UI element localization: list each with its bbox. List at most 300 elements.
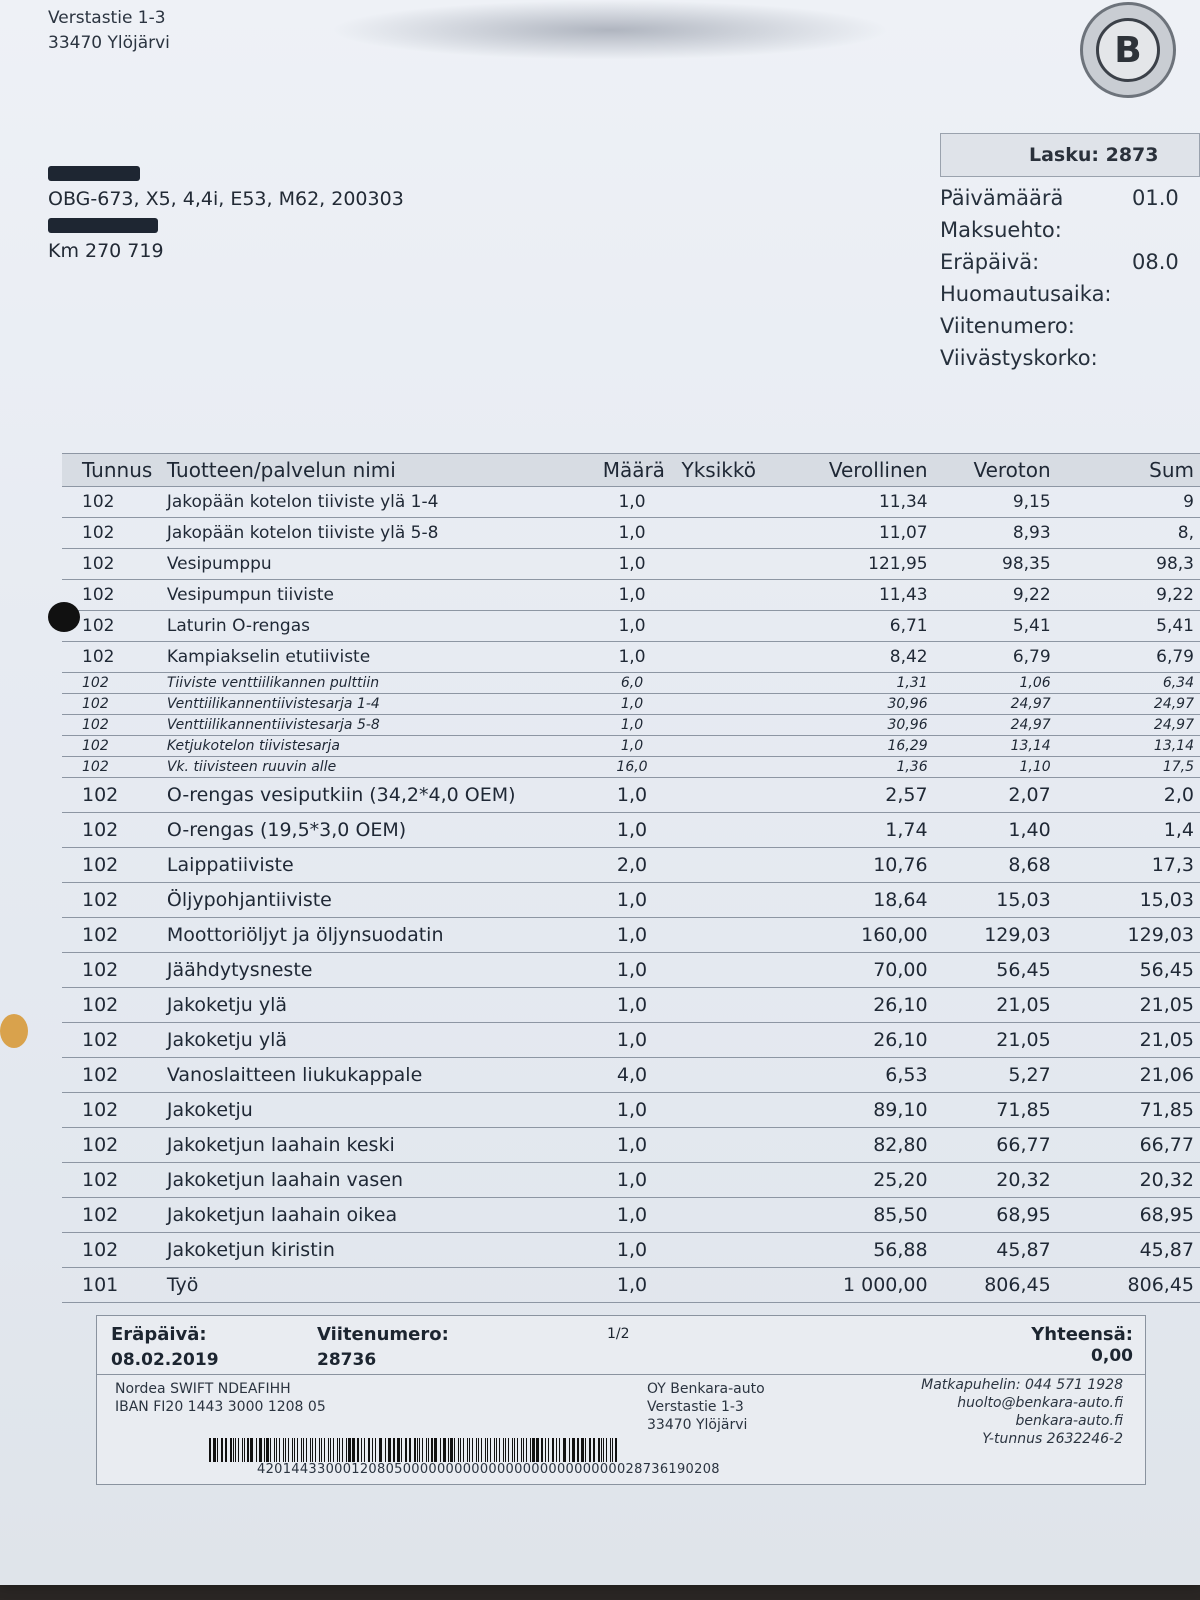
row-name: Työ (161, 1268, 597, 1303)
row-unit (667, 715, 770, 736)
row-sum: 98,3 (1057, 549, 1200, 580)
barcode-bar (454, 1438, 455, 1462)
invoice-number: Lasku: 2873 (1029, 144, 1159, 166)
barcode-number: 420144330001208050000000000000000000000000028736190208 (257, 1462, 720, 1477)
row-net: 56,45 (934, 953, 1057, 988)
table-row (62, 1198, 1200, 1233)
barcode-bar (294, 1438, 295, 1462)
table-row (62, 1058, 1200, 1093)
row-gross: 82,80 (770, 1128, 933, 1163)
barcode-bar (217, 1438, 218, 1462)
company-email: huolto@benkara-auto.fi (957, 1395, 1123, 1411)
barcode-bar (283, 1438, 284, 1462)
meta-label: Viivästyskorko: (940, 346, 1098, 370)
barcode-bar (440, 1438, 441, 1462)
footer-due-date: 08.02.2019 (111, 1350, 219, 1370)
barcode-bar (274, 1438, 275, 1462)
row-unit (667, 673, 770, 694)
row-quantity: 1,0 (597, 736, 668, 757)
table-row (62, 642, 1200, 673)
barcode-bar (536, 1438, 539, 1462)
row-quantity: 1,0 (597, 778, 668, 813)
row-gross: 26,10 (770, 988, 933, 1023)
row-net: 8,68 (934, 848, 1057, 883)
barcode-bar (357, 1438, 359, 1462)
meta-label: Viitenumero: (940, 314, 1075, 338)
row-sum: 806,45 (1057, 1268, 1200, 1303)
barcode-bar (233, 1438, 234, 1462)
row-name: Moottoriöljyt ja öljynsuodatin (161, 918, 597, 953)
row-gross: 1,74 (770, 813, 933, 848)
header-sum: Sum (1057, 454, 1200, 487)
row-unit (667, 1093, 770, 1128)
row-gross: 160,00 (770, 918, 933, 953)
row-sum: 17,3 (1057, 848, 1200, 883)
row-unit (667, 1023, 770, 1058)
row-quantity: 6,0 (597, 673, 668, 694)
meta-label: Päivämäärä (940, 186, 1064, 210)
barcode-bar (458, 1438, 459, 1462)
row-name: Jakoketjun laahain oikea (161, 1198, 597, 1233)
barcode-bar (333, 1438, 334, 1462)
row-quantity: 1,0 (597, 715, 668, 736)
row-sum: 21,06 (1057, 1058, 1200, 1093)
table-row (62, 694, 1200, 715)
row-name: Venttiilikannentiivistesarja 5-8 (161, 715, 597, 736)
row-net: 1,06 (934, 673, 1057, 694)
row-net: 5,41 (934, 611, 1057, 642)
row-code: 101 (62, 1268, 161, 1303)
row-quantity: 1,0 (597, 642, 668, 673)
barcode-bar (256, 1438, 257, 1462)
row-code: 102 (62, 736, 161, 757)
row-net: 1,40 (934, 813, 1057, 848)
meta-label: Huomautusaika: (940, 282, 1112, 306)
row-quantity: 1,0 (597, 1023, 668, 1058)
meta-row (940, 246, 1200, 278)
row-sum: 71,85 (1057, 1093, 1200, 1128)
table-row (62, 518, 1200, 549)
footer-ref-value: 28736 (317, 1350, 377, 1370)
barcode-bar (401, 1438, 402, 1462)
row-code: 102 (62, 642, 161, 673)
barcode-bar (315, 1438, 316, 1462)
row-net: 98,35 (934, 549, 1057, 580)
barcode-bar (388, 1438, 391, 1462)
barcode-bar (279, 1438, 280, 1462)
row-name: Vanoslaitteen liukukappale (161, 1058, 597, 1093)
meta-label: Eräpäivä: (940, 250, 1040, 274)
row-sum: 13,14 (1057, 736, 1200, 757)
row-unit (667, 1233, 770, 1268)
header-gross: Verollinen (770, 454, 933, 487)
barcode-bar (443, 1438, 446, 1462)
row-code: 102 (62, 918, 161, 953)
row-unit (667, 1198, 770, 1233)
meta-row (940, 182, 1200, 214)
barcode-bar (346, 1438, 347, 1462)
row-quantity: 1,0 (597, 988, 668, 1023)
row-name: Jakoketjun laahain keski (161, 1128, 597, 1163)
row-name: O-rengas (19,5*3,0 OEM) (161, 813, 597, 848)
row-code: 102 (62, 673, 161, 694)
row-unit (667, 736, 770, 757)
barcode-bar (496, 1438, 497, 1462)
barcode-bar (337, 1438, 338, 1462)
row-net: 9,15 (934, 487, 1057, 518)
row-net: 5,27 (934, 1058, 1057, 1093)
meta-value: 08.0 (1132, 250, 1179, 274)
table-row (62, 757, 1200, 778)
header-name: Tuotteen/palvelun nimi (161, 454, 597, 487)
row-quantity: 1,0 (597, 518, 668, 549)
table-row (62, 848, 1200, 883)
barcode-bar (545, 1438, 546, 1462)
table-row (62, 988, 1200, 1023)
row-net: 68,95 (934, 1198, 1057, 1233)
barcode-bar (397, 1438, 400, 1462)
barcode-bar (414, 1438, 416, 1462)
row-net: 24,97 (934, 715, 1057, 736)
barcode-bar (225, 1438, 227, 1462)
row-name: Vesipumpun tiiviste (161, 580, 597, 611)
barcode-bar (393, 1438, 395, 1462)
redaction-mark (48, 218, 158, 233)
row-net: 8,93 (934, 518, 1057, 549)
row-sum: 20,32 (1057, 1163, 1200, 1198)
row-unit (667, 1058, 770, 1093)
row-name: Jakoketju (161, 1093, 597, 1128)
barcode-bar (330, 1438, 331, 1462)
row-name: Öljypohjantiiviste (161, 883, 597, 918)
table-row (62, 673, 1200, 694)
row-gross: 16,29 (770, 736, 933, 757)
barcode-bar (448, 1438, 449, 1462)
row-net: 21,05 (934, 1023, 1057, 1058)
row-sum: 68,95 (1057, 1198, 1200, 1233)
vendor-address (48, 6, 170, 56)
row-sum: 24,97 (1057, 694, 1200, 715)
row-quantity: 1,0 (597, 883, 668, 918)
barcode-bar (259, 1438, 262, 1462)
barcode-bar (417, 1438, 418, 1462)
barcode-bar (431, 1438, 433, 1462)
header-unit: Yksikkö (667, 454, 770, 487)
barcode-bar (209, 1438, 211, 1462)
invoice-meta (940, 182, 1200, 374)
row-name: Vesipumppu (161, 549, 597, 580)
barcode-bar (601, 1438, 602, 1462)
punch-hole (0, 1014, 28, 1048)
row-quantity: 1,0 (597, 580, 668, 611)
row-gross: 10,76 (770, 848, 933, 883)
meta-value: 01.0 (1132, 186, 1179, 210)
barcode-bar (487, 1438, 488, 1462)
row-code: 102 (62, 778, 161, 813)
barcode-bar (352, 1438, 355, 1462)
row-code: 102 (62, 1233, 161, 1268)
row-quantity: 1,0 (597, 611, 668, 642)
barcode-bar (385, 1438, 386, 1462)
row-code: 102 (62, 813, 161, 848)
barcode-bar (450, 1438, 453, 1462)
invoice-number-box (940, 133, 1200, 177)
company-address (647, 1380, 765, 1434)
row-code: 102 (62, 1093, 161, 1128)
row-sum: 56,45 (1057, 953, 1200, 988)
row-quantity: 1,0 (597, 953, 668, 988)
barcode-bar (523, 1438, 524, 1462)
row-unit (667, 1163, 770, 1198)
table-row (62, 1233, 1200, 1268)
barcode-bar (342, 1438, 343, 1462)
table-row (62, 778, 1200, 813)
meta-row (940, 310, 1200, 342)
row-code: 102 (62, 580, 161, 611)
company-logo (1080, 2, 1176, 98)
barcode-bar (505, 1438, 506, 1462)
table-row (62, 611, 1200, 642)
barcode-bar (494, 1438, 495, 1462)
barcode-bar (270, 1438, 271, 1462)
row-gross: 6,71 (770, 611, 933, 642)
barcode-bar (348, 1438, 351, 1462)
meta-row (940, 342, 1200, 374)
row-gross: 18,64 (770, 883, 933, 918)
barcode-bar (310, 1438, 311, 1462)
row-sum: 15,03 (1057, 883, 1200, 918)
barcode-bar (517, 1438, 518, 1462)
barcode-bar (238, 1438, 239, 1462)
row-unit (667, 487, 770, 518)
barcode-bar (530, 1438, 531, 1462)
table-row (62, 549, 1200, 580)
row-name: Jäähdytysneste (161, 953, 597, 988)
barcode-bar (230, 1438, 232, 1462)
row-sum: 9,22 (1057, 580, 1200, 611)
barcode-bar (569, 1438, 570, 1462)
row-quantity: 1,0 (597, 1198, 668, 1233)
vendor-street: Verstastie 1-3 (48, 8, 166, 28)
barcode-bar (319, 1438, 320, 1462)
row-gross: 1 000,00 (770, 1268, 933, 1303)
company-street: Verstastie 1-3 (647, 1399, 744, 1415)
barcode-bar (409, 1438, 411, 1462)
row-gross: 11,34 (770, 487, 933, 518)
barcode-bar (242, 1438, 243, 1462)
barcode-bar (379, 1438, 382, 1462)
company-name: OY Benkara-auto (647, 1381, 765, 1397)
row-net: 66,77 (934, 1128, 1057, 1163)
row-sum: 45,87 (1057, 1233, 1200, 1268)
row-quantity: 1,0 (597, 1128, 668, 1163)
barcode-bar (301, 1438, 302, 1462)
row-gross: 56,88 (770, 1233, 933, 1268)
table-row (62, 953, 1200, 988)
barcode-bar (589, 1438, 591, 1462)
row-code: 102 (62, 883, 161, 918)
barcode-bar (324, 1438, 325, 1462)
barcode-bar (541, 1438, 543, 1462)
barcode-bar (469, 1438, 470, 1462)
payment-footer (96, 1315, 1146, 1485)
barcode-bar (266, 1438, 269, 1462)
row-name: Kampiakselin etutiiviste (161, 642, 597, 673)
barcode-bar (297, 1438, 298, 1462)
row-unit (667, 883, 770, 918)
row-unit (667, 580, 770, 611)
row-sum: 21,05 (1057, 988, 1200, 1023)
row-sum: 21,05 (1057, 1023, 1200, 1058)
row-gross: 30,96 (770, 694, 933, 715)
barcode-bar (612, 1438, 613, 1462)
table-row (62, 487, 1200, 518)
mileage: Km 270 719 (48, 240, 164, 262)
row-gross: 11,07 (770, 518, 933, 549)
table-header-row (62, 454, 1200, 487)
company-phone: Matkapuhelin: 044 571 1928 (921, 1377, 1123, 1393)
meta-label: Maksuehto: (940, 218, 1062, 242)
barcode-bar (585, 1438, 586, 1462)
barcode-bar (288, 1438, 289, 1462)
row-code: 102 (62, 848, 161, 883)
barcode-bar (521, 1438, 522, 1462)
barcode-bar (490, 1438, 491, 1462)
row-sum: 6,34 (1057, 673, 1200, 694)
row-name: Jakoketju ylä (161, 988, 597, 1023)
row-net: 21,05 (934, 988, 1057, 1023)
barcode-bar (563, 1438, 566, 1462)
row-name: Jakoketjun kiristin (161, 1233, 597, 1268)
row-sum: 8, (1057, 518, 1200, 549)
vehicle-info: OBG-673, X5, 4,4i, E53, M62, 200303 (48, 188, 404, 210)
row-gross: 85,50 (770, 1198, 933, 1233)
company-website: benkara-auto.fi (1015, 1413, 1123, 1429)
barcode-bar (610, 1438, 611, 1462)
table-row (62, 715, 1200, 736)
meta-row (940, 214, 1200, 246)
barcode-bar (276, 1438, 277, 1462)
barcode-bar (463, 1438, 464, 1462)
redaction-mark (48, 166, 140, 181)
row-code: 102 (62, 988, 161, 1023)
row-sum: 17,5 (1057, 757, 1200, 778)
customer-block (48, 160, 404, 264)
row-unit (667, 1128, 770, 1163)
row-unit (667, 549, 770, 580)
footer-divider (97, 1374, 1145, 1375)
row-quantity: 1,0 (597, 549, 668, 580)
barcode-bar (221, 1438, 223, 1462)
row-sum: 66,77 (1057, 1128, 1200, 1163)
table-row (62, 1268, 1200, 1303)
footer-ref-label: Viitenumero: (317, 1324, 449, 1345)
barcode-bar (460, 1438, 461, 1462)
row-code: 102 (62, 487, 161, 518)
row-unit (667, 953, 770, 988)
row-quantity: 1,0 (597, 1268, 668, 1303)
row-unit (667, 918, 770, 953)
barcode-bar (485, 1438, 486, 1462)
row-unit (667, 988, 770, 1023)
row-net: 45,87 (934, 1233, 1057, 1268)
table-row (62, 918, 1200, 953)
row-quantity: 1,0 (597, 1163, 668, 1198)
barcode-bar (472, 1438, 473, 1462)
table-row (62, 883, 1200, 918)
payment-barcode (209, 1438, 799, 1462)
barcode-bar (434, 1438, 437, 1462)
row-name: Jakopään kotelon tiiviste ylä 5-8 (161, 518, 597, 549)
barcode-bar (321, 1438, 322, 1462)
row-gross: 8,42 (770, 642, 933, 673)
barcode-bar (422, 1438, 423, 1462)
row-name: Ketjukotelon tiivistesarja (161, 736, 597, 757)
barcode-bar (467, 1438, 468, 1462)
barcode-bar (508, 1438, 509, 1462)
barcode-bar (375, 1438, 376, 1462)
barcode-bar (364, 1438, 365, 1462)
meta-row (940, 278, 1200, 310)
barcode-bar (339, 1438, 340, 1462)
total-label: Yhteensä: (1031, 1324, 1133, 1345)
row-sum: 6,79 (1057, 642, 1200, 673)
bank-details (115, 1380, 326, 1416)
barcode-bar (292, 1438, 293, 1462)
barcode-bar (405, 1438, 407, 1462)
row-name: Jakoketju ylä (161, 1023, 597, 1058)
row-net: 6,79 (934, 642, 1057, 673)
barcode-bar (476, 1438, 477, 1462)
barcode-bar (478, 1438, 479, 1462)
barcode-bar (312, 1438, 313, 1462)
row-sum: 24,97 (1057, 715, 1200, 736)
row-code: 102 (62, 1128, 161, 1163)
header-quantity: Määrä (597, 454, 668, 487)
row-unit (667, 694, 770, 715)
barcode-bar (559, 1438, 560, 1462)
row-gross: 6,53 (770, 1058, 933, 1093)
row-quantity: 16,0 (597, 757, 668, 778)
barcode-bar (213, 1438, 216, 1462)
row-gross: 25,20 (770, 1163, 933, 1198)
barcode-bar (499, 1438, 500, 1462)
table-row (62, 736, 1200, 757)
row-sum: 2,0 (1057, 778, 1200, 813)
row-gross: 30,96 (770, 715, 933, 736)
row-quantity: 2,0 (597, 848, 668, 883)
barcode-bar (328, 1438, 329, 1462)
row-code: 102 (62, 694, 161, 715)
row-gross: 1,31 (770, 673, 933, 694)
row-sum: 9 (1057, 487, 1200, 518)
header-code: Tunnus (62, 454, 161, 487)
row-code: 102 (62, 611, 161, 642)
row-code: 102 (62, 1163, 161, 1198)
bank-swift: Nordea SWIFT NDEAFIHH (115, 1381, 291, 1397)
row-quantity: 1,0 (597, 694, 668, 715)
barcode-bar (603, 1438, 604, 1462)
row-name: Venttiilikannentiivistesarja 1-4 (161, 694, 597, 715)
barcode-bar (235, 1438, 236, 1462)
table-row (62, 580, 1200, 611)
row-quantity: 1,0 (597, 487, 668, 518)
row-name: Vk. tiivisteen ruuvin alle (161, 757, 597, 778)
row-net: 15,03 (934, 883, 1057, 918)
barcode-bar (548, 1438, 549, 1462)
row-unit (667, 611, 770, 642)
photo-shadow (330, 0, 890, 60)
